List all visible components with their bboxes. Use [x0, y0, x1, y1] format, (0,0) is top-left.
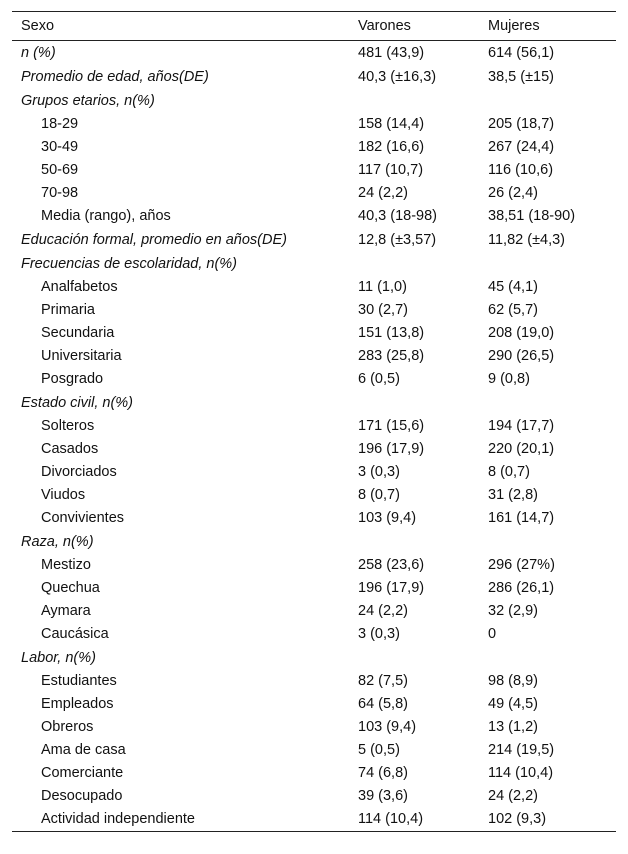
- table-row: [12, 345, 616, 368]
- mujeres-value: 32 (2,9): [488, 603, 538, 619]
- mujeres-value: 214 (19,5): [488, 742, 555, 758]
- table-row: [12, 276, 616, 299]
- row-label: Mestizo: [41, 557, 91, 573]
- row-label: Quechua: [41, 580, 100, 596]
- varones-value: 30 (2,7): [358, 302, 408, 318]
- row-label: 50-69: [41, 162, 79, 178]
- table-row: [12, 762, 616, 785]
- varones-value: 103 (9,4): [358, 719, 417, 735]
- mujeres-value: [478, 89, 616, 113]
- varones-value: 103 (9,4): [358, 510, 417, 526]
- row-label: Analfabetos: [41, 279, 118, 295]
- mujeres-value: 24 (2,2): [488, 788, 538, 804]
- table-row: [12, 646, 616, 670]
- mujeres-value: [478, 646, 616, 670]
- varones-value: 3 (0,3): [358, 626, 400, 642]
- mujeres-value: 9 (0,8): [488, 371, 530, 387]
- row-label: Comerciante: [41, 765, 124, 781]
- row-label: Raza, n(%): [21, 533, 94, 550]
- row-label: Divorciados: [41, 464, 117, 480]
- table-row: [12, 391, 616, 415]
- table-row: [12, 670, 616, 693]
- table-row: [12, 785, 616, 808]
- row-label: Empleados: [41, 696, 114, 712]
- mujeres-value: 114 (10,4): [488, 765, 554, 781]
- row-label: Posgrado: [41, 371, 104, 387]
- table-row: [12, 415, 616, 438]
- table-row: [12, 159, 616, 182]
- table-row: [12, 716, 616, 739]
- table-row: [12, 577, 616, 600]
- mujeres-value: 161 (14,7): [488, 510, 555, 526]
- row-label: Primaria: [41, 302, 95, 318]
- table-row: [12, 554, 616, 577]
- header-sexo: Sexo: [21, 18, 55, 34]
- varones-value: [348, 530, 478, 554]
- table-row: [12, 182, 616, 205]
- varones-value: 481 (43,9): [358, 44, 425, 61]
- varones-value: 12,8 (±3,57): [358, 231, 437, 248]
- row-label: Universitaria: [41, 348, 122, 364]
- mujeres-value: 116 (10,6): [488, 162, 554, 178]
- varones-value: 258 (23,6): [358, 557, 425, 573]
- varones-value: 114 (10,4): [358, 811, 424, 827]
- mujeres-value: 267 (24,4): [488, 139, 555, 155]
- mujeres-value: 26 (2,4): [488, 185, 538, 201]
- varones-value: 82 (7,5): [358, 673, 408, 689]
- row-label: Aymara: [41, 603, 91, 619]
- table-row: [12, 322, 616, 345]
- mujeres-value: 38,5 (±15): [488, 68, 554, 85]
- varones-value: 39 (3,6): [358, 788, 408, 804]
- varones-value: 151 (13,8): [358, 325, 425, 341]
- varones-value: 117 (10,7): [358, 162, 424, 178]
- table-header: [12, 12, 616, 41]
- mujeres-value: 290 (26,5): [488, 348, 555, 364]
- mujeres-value: 0: [488, 626, 497, 642]
- table-row: [12, 205, 616, 228]
- mujeres-value: 62 (5,7): [488, 302, 538, 318]
- mujeres-value: [478, 252, 616, 276]
- table-row: [12, 600, 616, 623]
- table-row: [12, 530, 616, 554]
- varones-value: 158 (14,4): [358, 116, 425, 132]
- mujeres-value: 205 (18,7): [488, 116, 555, 132]
- row-label: Caucásica: [41, 626, 109, 642]
- mujeres-value: 49 (4,5): [488, 696, 538, 712]
- varones-value: 24 (2,2): [358, 603, 408, 619]
- mujeres-value: 38,51 (18-90): [488, 208, 576, 224]
- table-row: [12, 484, 616, 507]
- row-label: Educación formal, promedio en años(DE): [21, 231, 287, 248]
- header-mujeres: Mujeres: [488, 18, 540, 34]
- table-row: [12, 252, 616, 276]
- mujeres-value: 45 (4,1): [488, 279, 538, 295]
- row-label: Obreros: [41, 719, 94, 735]
- header-row: [12, 12, 616, 41]
- table-row: [12, 113, 616, 136]
- row-label: Frecuencias de escolaridad, n(%): [21, 255, 237, 272]
- mujeres-value: 208 (19,0): [488, 325, 555, 341]
- row-label: Estado civil, n(%): [21, 394, 134, 411]
- row-label: Estudiantes: [41, 673, 117, 689]
- varones-value: 11 (1,0): [358, 279, 407, 295]
- table-row: [12, 368, 616, 391]
- row-label: 30-49: [41, 139, 79, 155]
- varones-value: 283 (25,8): [358, 348, 425, 364]
- varones-value: [348, 89, 478, 113]
- varones-value: [348, 646, 478, 670]
- varones-value: [348, 391, 478, 415]
- table-row: [12, 623, 616, 646]
- row-label: Grupos etarios, n(%): [21, 92, 155, 109]
- header-varones: Varones: [358, 18, 411, 34]
- row-label: 18-29: [41, 116, 79, 132]
- varones-value: 8 (0,7): [358, 487, 400, 503]
- table-row: [12, 438, 616, 461]
- table-row: [12, 65, 616, 89]
- table-row: [12, 739, 616, 762]
- mujeres-value: 11,82 (±4,3): [488, 231, 566, 248]
- varones-value: 24 (2,2): [358, 185, 408, 201]
- demographics-table: [12, 11, 616, 832]
- mujeres-value: 220 (20,1): [488, 441, 555, 457]
- row-label: Actividad independiente: [41, 811, 195, 827]
- table-row: [12, 299, 616, 322]
- demographics-table-container: [12, 11, 616, 832]
- varones-value: 40,3 (±16,3): [358, 68, 437, 85]
- row-label: Viudos: [41, 487, 86, 503]
- varones-value: 182 (16,6): [358, 139, 425, 155]
- table-row: [12, 693, 616, 716]
- varones-value: 64 (5,8): [358, 696, 408, 712]
- row-label: Secundaria: [41, 325, 115, 341]
- varones-value: 196 (17,9): [358, 441, 425, 457]
- row-label: Labor, n(%): [21, 649, 96, 666]
- row-label: Solteros: [41, 418, 95, 434]
- varones-value: 40,3 (18-98): [358, 208, 437, 224]
- row-label: Casados: [41, 441, 99, 457]
- table-row: [12, 136, 616, 159]
- row-label: Desocupado: [41, 788, 123, 804]
- varones-value: 74 (6,8): [358, 765, 408, 781]
- row-label: Convivientes: [41, 510, 125, 526]
- row-label: Ama de casa: [41, 742, 126, 758]
- mujeres-value: 98 (8,9): [488, 673, 538, 689]
- row-label: Media (rango), años: [41, 208, 171, 224]
- row-label: 70-98: [41, 185, 79, 201]
- mujeres-value: 13 (1,2): [488, 719, 538, 735]
- varones-value: 3 (0,3): [358, 464, 400, 480]
- mujeres-value: 194 (17,7): [488, 418, 555, 434]
- table-row: [12, 461, 616, 484]
- row-label: n (%): [21, 44, 56, 61]
- mujeres-value: 286 (26,1): [488, 580, 555, 596]
- mujeres-value: 296 (27%): [488, 557, 555, 573]
- mujeres-value: 31 (2,8): [488, 487, 538, 503]
- row-label: Promedio de edad, años(DE): [21, 68, 209, 85]
- mujeres-value: [478, 391, 616, 415]
- varones-value: 171 (15,6): [358, 418, 425, 434]
- varones-value: 5 (0,5): [358, 742, 400, 758]
- varones-value: [348, 252, 478, 276]
- table-row: [12, 41, 616, 65]
- mujeres-value: 8 (0,7): [488, 464, 530, 480]
- table-row: [12, 507, 616, 530]
- table-row: [12, 89, 616, 113]
- table-row: [12, 228, 616, 252]
- table-body: [12, 41, 616, 832]
- varones-value: 6 (0,5): [358, 371, 400, 387]
- mujeres-value: [478, 530, 616, 554]
- mujeres-value: 614 (56,1): [488, 44, 555, 61]
- table-row: [12, 808, 616, 832]
- mujeres-value: 102 (9,3): [488, 811, 547, 827]
- varones-value: 196 (17,9): [358, 580, 425, 596]
